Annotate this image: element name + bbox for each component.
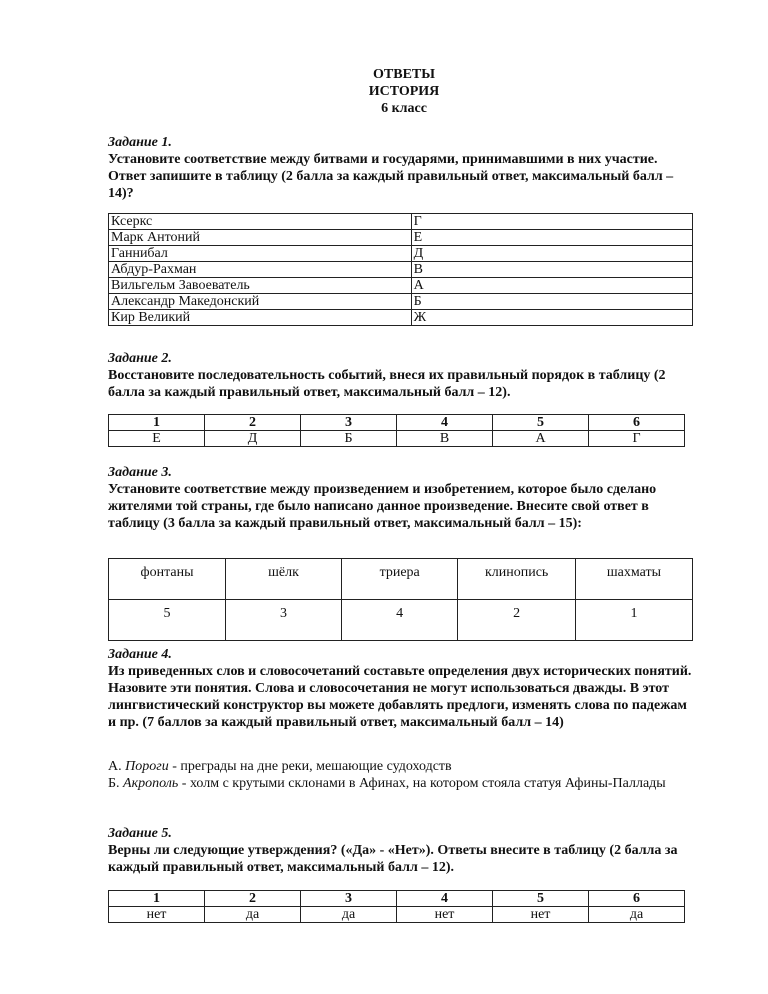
ruler-name-cell: Ганнибал [109,246,412,262]
answer-cell: Г [411,214,692,230]
header-row [109,891,685,907]
answer-row [109,600,693,641]
table-row [109,278,693,294]
task4-a-prefix: А. [108,759,122,774]
answer-cell: да [301,907,397,923]
header-cell: 5 [493,415,589,431]
task3 [108,464,693,532]
invention-cell: шахматы [575,559,692,600]
header-cell: 6 [589,891,685,907]
task4-title: Задание 4. [108,647,172,662]
answer-cell: В [397,431,493,447]
header-subject: ИСТОРИЯ [368,84,440,99]
answer-cell: 1 [575,600,692,641]
header-cell: 5 [493,891,589,907]
task1-table [108,213,693,326]
ruler-name-cell: Абдур-Рахман [109,262,412,278]
task4-b-term: Акрополь [123,776,179,791]
answer-cell: А [411,278,692,294]
table-row [109,230,693,246]
invention-cell: фонтаны [109,559,226,600]
table-row [109,246,693,262]
answer-cell: А [493,431,589,447]
header-cell: 2 [205,891,301,907]
answer-cell: Е [411,230,692,246]
header-cell: 3 [301,415,397,431]
table-row [109,294,693,310]
task4-answers [108,758,693,792]
header-row [109,559,693,600]
task4-b-definition: - холм с крутыми склонами в Афинах, на котором стояла статуя Афины-Паллады [181,776,666,791]
answer-cell: да [205,907,301,923]
answer-cell: нет [493,907,589,923]
ruler-name-cell: Марк Антоний [109,230,412,246]
answer-cell: Е [109,431,205,447]
answer-cell: 2 [458,600,576,641]
header-cell: 4 [397,891,493,907]
task5-title: Задание 5. [108,826,172,841]
answer-cell: Г [589,431,685,447]
header-cell: 1 [109,891,205,907]
answer-cell: да [589,907,685,923]
answer-cell: 4 [341,600,457,641]
header-row [109,415,685,431]
table-row [109,310,693,326]
task4-answer-b [108,775,693,792]
task2-title: Задание 2. [108,351,172,366]
answer-cell: нет [397,907,493,923]
answer-cell: В [411,262,692,278]
task4 [108,646,693,731]
task4-text: Из приведенных слов и словосочетаний составьте определения двух исторических понятий. Назовите эти понятия. Слова и словосочетания не могут использоваться дважды. В этот лингвистический конструктор вы можете добавлять предлоги, изменять слова по падежам и пр. (7 баллов за каждый правильный ответ, максимальный балл – 14) [108,664,692,730]
invention-cell: триера [341,559,457,600]
task4-a-term: Пороги [125,759,169,774]
task2 [108,350,693,401]
header-cell: 2 [205,415,301,431]
invention-cell: клинопись [458,559,576,600]
ruler-name-cell: Александр Македонский [109,294,412,310]
answer-cell: Д [411,246,692,262]
task1 [108,134,693,202]
answer-cell: 3 [226,600,342,641]
document-header [0,66,768,117]
task1-table-wrap [108,213,693,326]
header-cell: 6 [589,415,685,431]
task5 [108,825,693,876]
task2-table [108,414,685,447]
task5-table [108,890,685,923]
task3-table-wrap [108,558,693,641]
task5-text: Верны ли следующие утверждения? («Да» - «Нет»). Ответы внесите в таблицу (2 балла за каждый правильный ответ, максимальный балл – 12). [108,843,678,875]
header-cell: 4 [397,415,493,431]
task2-table-wrap [108,414,693,447]
answer-cell: Ж [411,310,692,326]
header-grade: 6 класс [381,101,427,116]
task4-a-definition: - преграды на дне реки, мешающие судоходств [172,759,452,774]
answer-cell: Б [301,431,397,447]
answer-row [109,431,685,447]
task3-text: Установите соответствие между произведением и изобретением, которое было сделано жителями той страны, где было написано данное произведение. Внесите свой ответ в таблицу (3 балла за каждый правильный ответ, максимальный балл – 15): [108,482,657,531]
header-cell: 1 [109,415,205,431]
answer-cell: Д [205,431,301,447]
ruler-name-cell: Ксеркс [109,214,412,230]
task5-table-wrap [108,890,693,923]
task1-text: Установите соответствие между битвами и государями, принимавшими в них участие. Ответ запишите в таблицу (2 балла за каждый правильный ответ, максимальный балл – 14)? [108,152,674,201]
task3-title: Задание 3. [108,465,172,480]
ruler-name-cell: Кир Великий [109,310,412,326]
task2-text: Восстановите последовательность событий, внеся их правильный порядок в таблицу (2 балла за каждый правильный ответ, максимальный балл – 12). [108,368,666,400]
task4-b-prefix: Б. [108,776,120,791]
header-title: ОТВЕТЫ [373,67,435,82]
answer-cell: Б [411,294,692,310]
task1-title: Задание 1. [108,135,172,150]
answer-row [109,907,685,923]
answer-cell: 5 [109,600,226,641]
ruler-name-cell: Вильгельм Завоеватель [109,278,412,294]
table-row [109,214,693,230]
invention-cell: шёлк [226,559,342,600]
header-cell: 3 [301,891,397,907]
task4-answer-a [108,758,693,775]
table-row [109,262,693,278]
answer-cell: нет [109,907,205,923]
task3-table [108,558,693,641]
